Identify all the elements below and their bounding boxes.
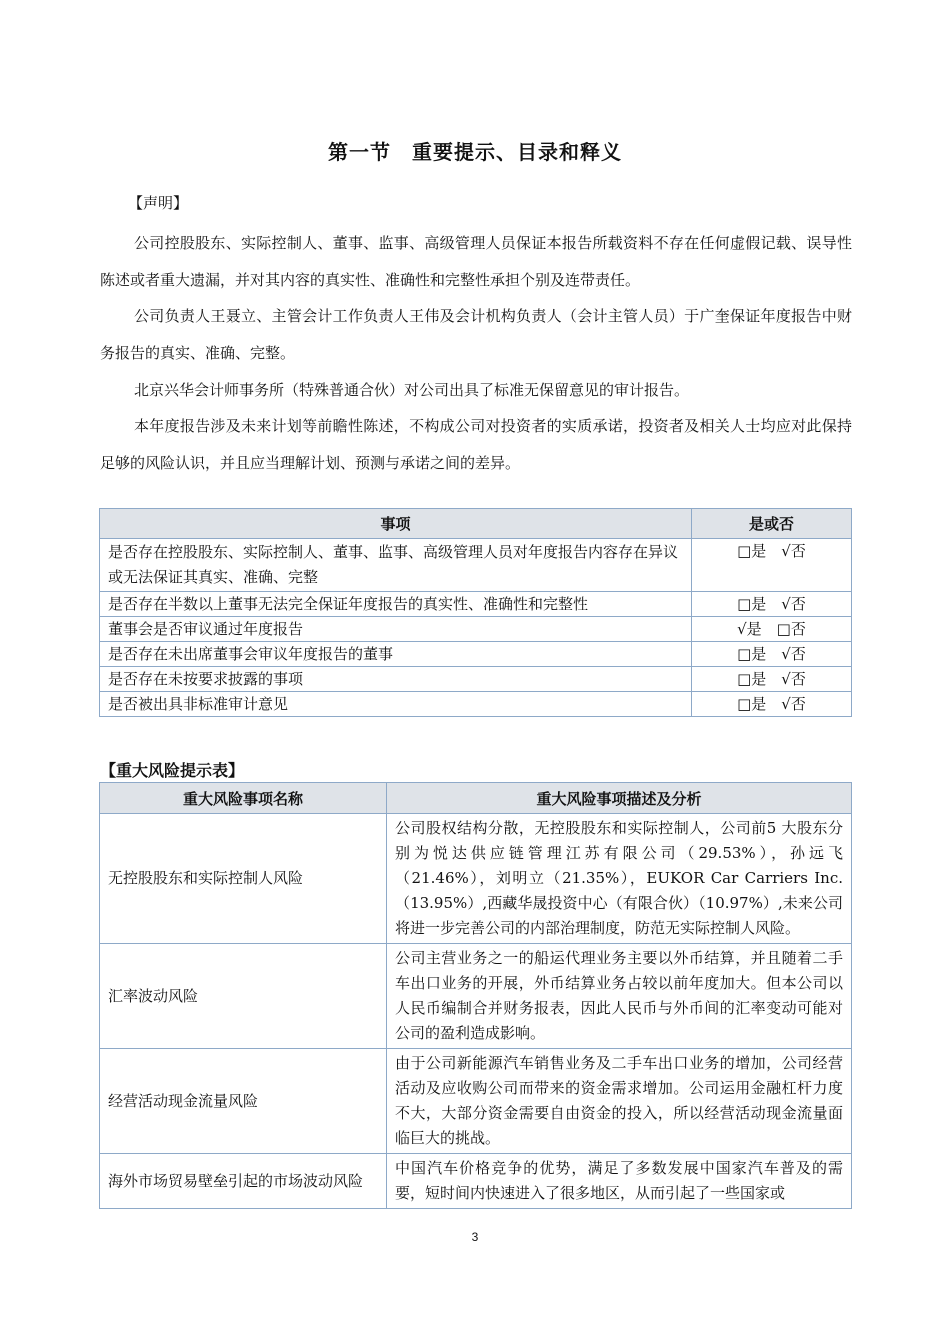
- risk-description: 由于公司新能源汽车销售业务及二手车出口业务的增加，公司经营活动及应收购公司而带来的资金需求增加。公司运用金融杠杆力度不大，大部分资金需要自由资金的投入，所以经营活动现金流量面临巨大的挑战。: [387, 1049, 852, 1154]
- table-header-row: [100, 783, 852, 814]
- table-row: [100, 692, 852, 717]
- table-header-row: [100, 509, 852, 539]
- risk-table-heading: 【重大风险提示表】: [100, 761, 245, 780]
- column-header-answer: 是或否: [692, 509, 852, 539]
- column-header-risk-name: 重大风险事项名称: [100, 783, 387, 814]
- risk-table: [99, 782, 852, 1209]
- risk-description: 公司股权结构分散，无控股股东和实际控制人，公司前5 大股东分别为悦达供应链管理江苏有限公司（29.53%），孙远飞（21.46%），刘明立（21.35%），EUKOR Car Carriers Inc.（13.95%）,西藏华晟投资中心（有限合伙）（10.97%）,未来公司将进一步完善公司的内部治理制度，防范无实际控制人风险。: [387, 814, 852, 944]
- risk-name: 海外市场贸易壁垒引起的市场波动风险: [100, 1154, 387, 1209]
- table-row: [100, 667, 852, 692]
- checklist-answer: □是 √否: [692, 667, 852, 692]
- declaration-paragraph: 北京兴华会计师事务所（特殊普通合伙）对公司出具了标准无保留意见的审计报告。: [134, 381, 690, 399]
- checklist-answer: □是 √否: [692, 539, 852, 592]
- risk-name: 汇率波动风险: [100, 944, 387, 1049]
- checklist-item: 是否被出具非标准审计意见: [100, 692, 692, 717]
- declaration-paragraph: 本年度报告涉及未来计划等前瞻性陈述，不构成公司对投资者的实质承诺，投资者及相关人士均应对此保持足够的风险认识，并且应当理解计划、预测与承诺之间的差异。: [100, 417, 852, 472]
- table-row: [100, 944, 852, 1049]
- column-header-risk-desc: 重大风险事项描述及分析: [387, 783, 852, 814]
- checklist-table: [99, 508, 852, 717]
- checklist-answer: □是 √否: [692, 592, 852, 617]
- declaration-paragraph: 公司控股股东、实际控制人、董事、监事、高级管理人员保证本报告所载资料不存在任何虚假记载、误导性陈述或者重大遗漏，并对其内容的真实性、准确性和完整性承担个别及连带责任。: [100, 234, 852, 289]
- checklist-answer: □是 √否: [692, 642, 852, 667]
- checklist-item: 是否存在半数以上董事无法完全保证年度报告的真实性、准确性和完整性: [100, 592, 692, 617]
- table-row: [100, 642, 852, 667]
- checklist-answer: √是 □否: [692, 617, 852, 642]
- table-row: [100, 617, 852, 642]
- risk-name: 经营活动现金流量风险: [100, 1049, 387, 1154]
- page-number: 3: [471, 1230, 479, 1244]
- checklist-item: 董事会是否审议通过年度报告: [100, 617, 692, 642]
- column-header-item: 事项: [100, 509, 692, 539]
- table-row: [100, 1049, 852, 1154]
- risk-description: 公司主营业务之一的船运代理业务主要以外币结算，并且随着二手车出口业务的开展，外币结算业务占较以前年度加大。但本公司以人民币编制合并财务报表，因此人民币与外币间的汇率变动可能对公司的盈利造成影响。: [387, 944, 852, 1049]
- table-row: [100, 1154, 852, 1209]
- risk-name: 无控股股东和实际控制人风险: [100, 814, 387, 944]
- declaration-heading: 【声明】: [128, 194, 189, 212]
- table-row: [100, 592, 852, 617]
- checklist-item: 是否存在未出席董事会审议年度报告的董事: [100, 642, 692, 667]
- declaration-paragraph: 公司负责人王聂立、主管会计工作负责人王伟及会计机构负责人（会计主管人员）于广奎保证年度报告中财务报告的真实、准确、完整。: [100, 307, 852, 362]
- checklist-item: 是否存在控股股东、实际控制人、董事、监事、高级管理人员对年度报告内容存在异议或无法保证其真实、准确、完整: [100, 539, 692, 592]
- checklist-item: 是否存在未按要求披露的事项: [100, 667, 692, 692]
- risk-description: 中国汽车价格竞争的优势，满足了多数发展中国家汽车普及的需要，短时间内快速进入了很多地区，从而引起了一些国家或: [387, 1154, 852, 1209]
- table-row: [100, 539, 852, 592]
- section-title: 第一节 重要提示、目录和释义: [328, 140, 622, 164]
- table-row: [100, 814, 852, 944]
- checklist-answer: □是 √否: [692, 692, 852, 717]
